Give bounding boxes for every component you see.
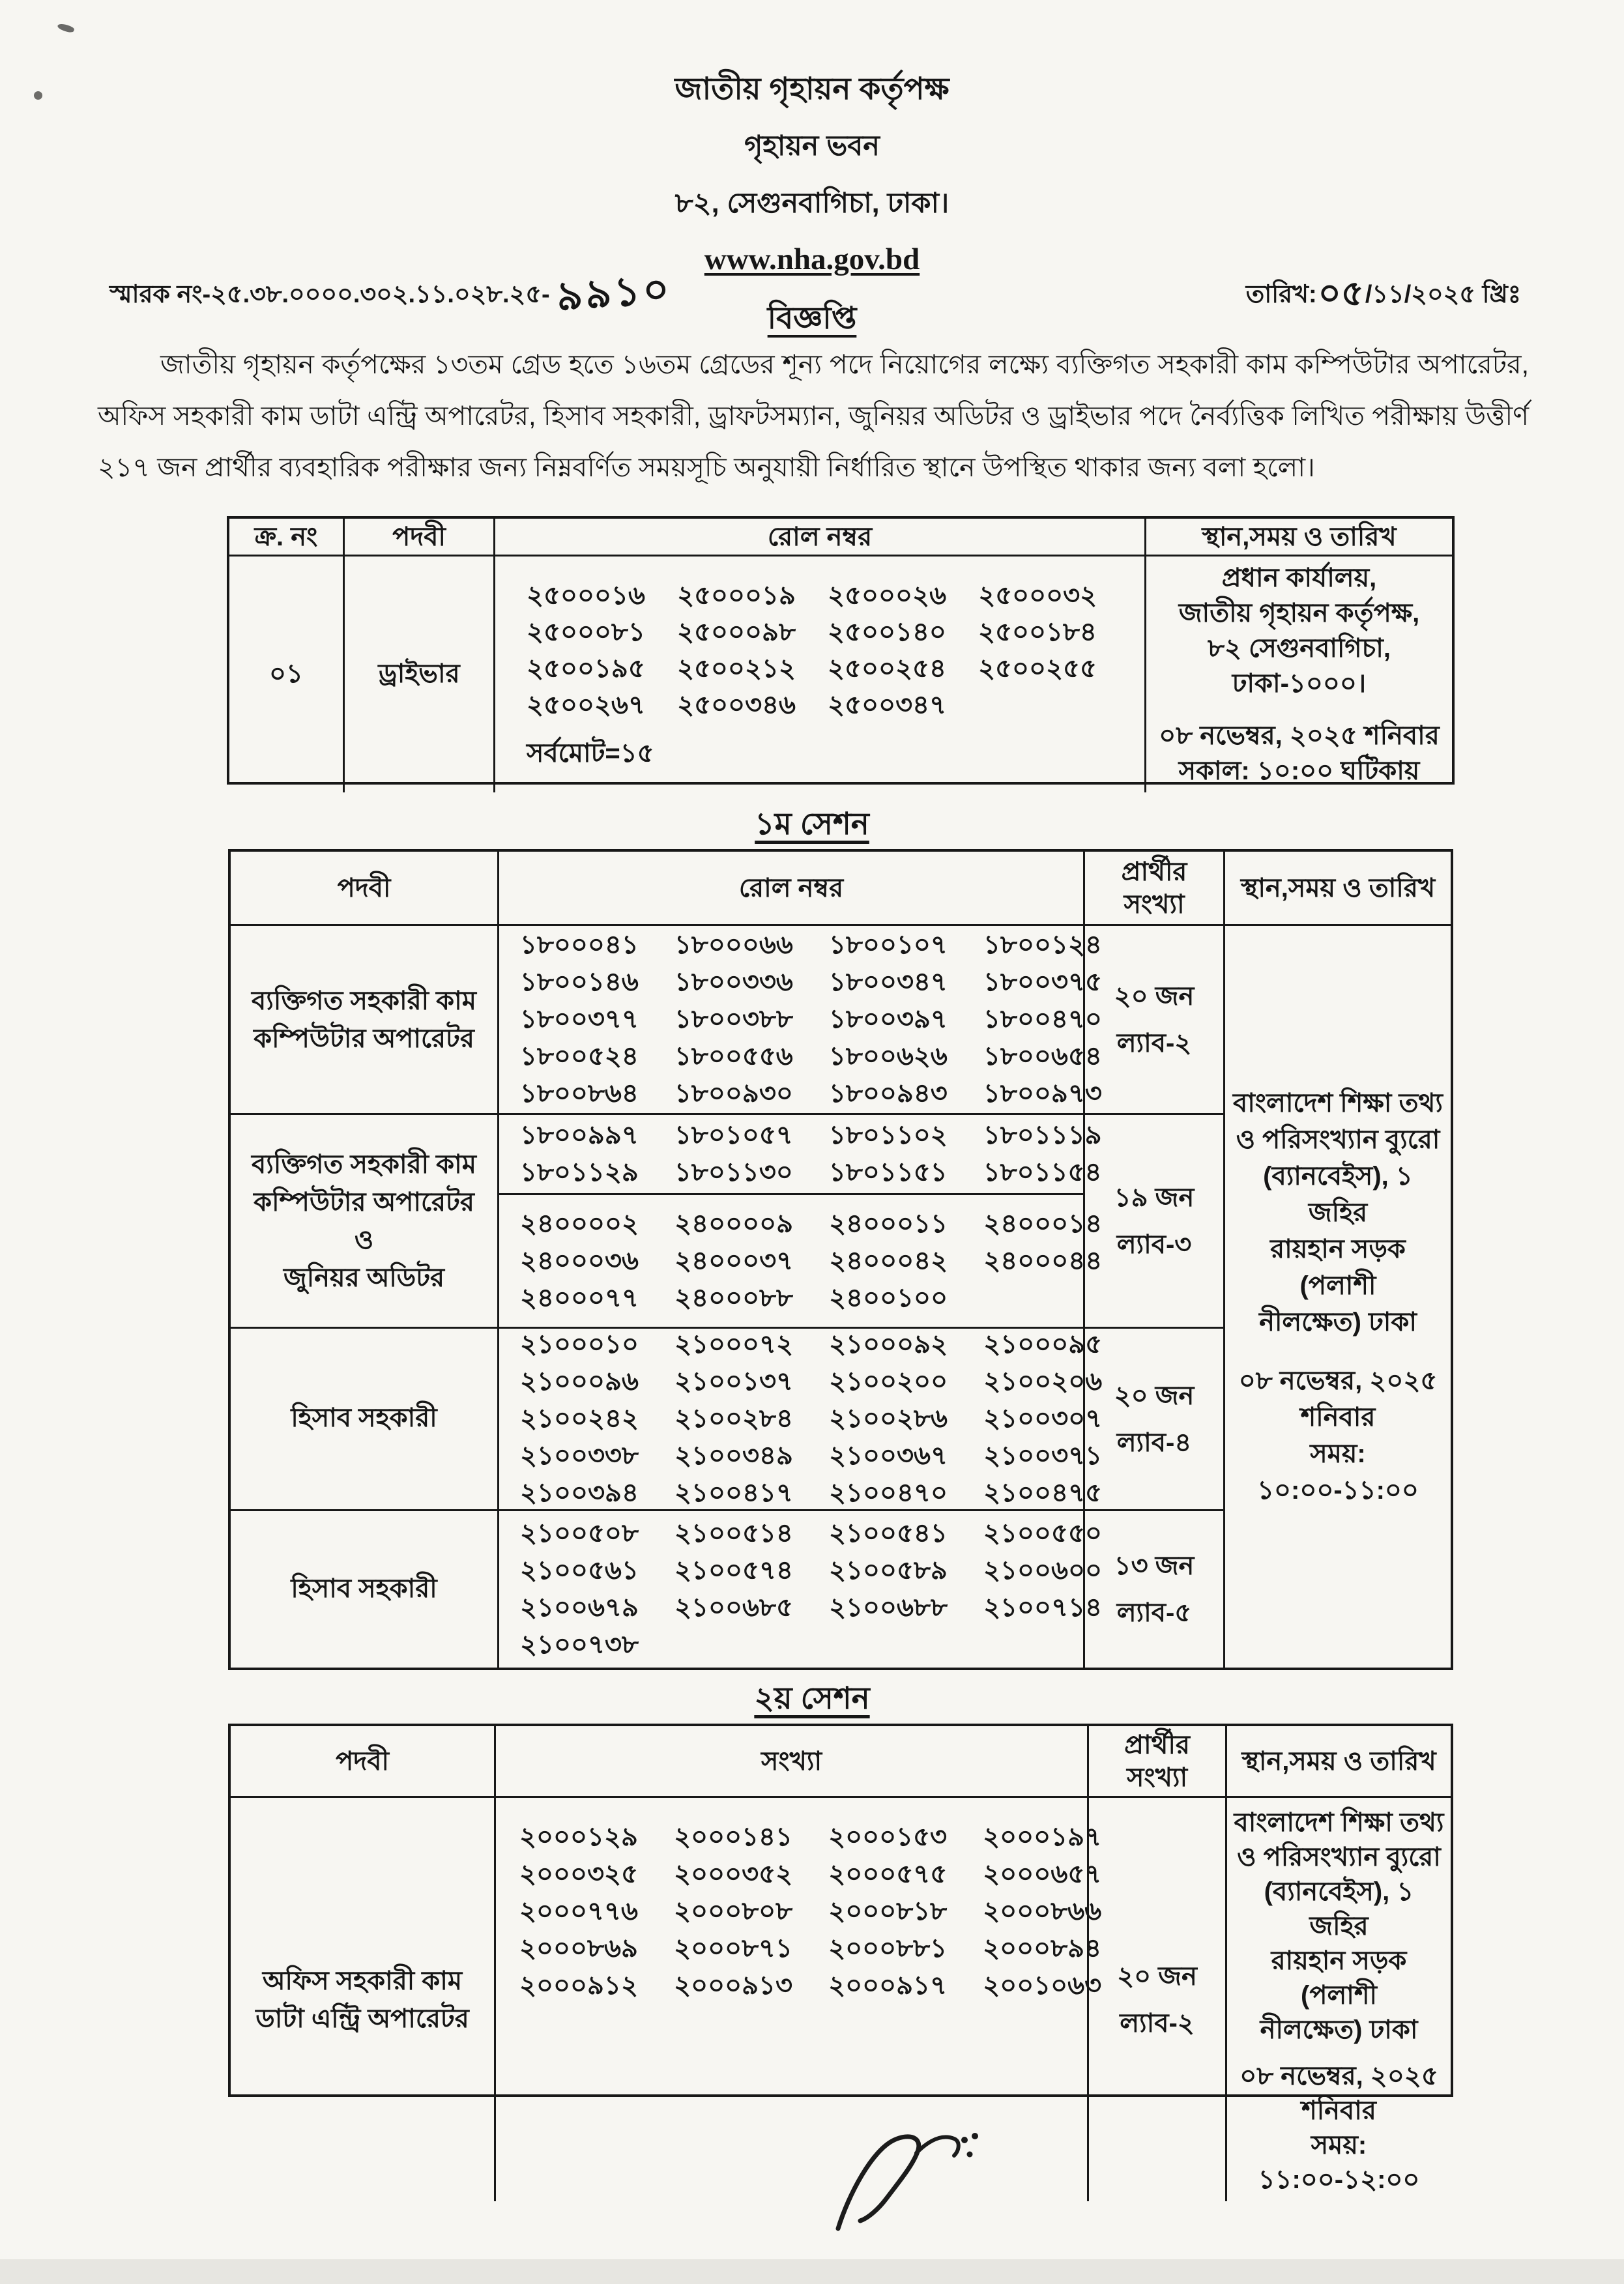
designation-lines: ব্যক্তিগত সহকারী কাম কম্পিউটার অপারেটর (252, 986, 476, 1053)
roll-number-lines: ১৮০০০৪১ ১৮০০০৬৬ ১৮০০১০৭ ১৮০০১২৪ ১৮০০১৪৬ ১৮০০৩৩৬ ১৮০০৩৪৭ ১৮০০৩৭৫ ১৮০০৩৭৭ ১৮০০৩৮৮ ১৮০০৩৯৭ ১৮০০৪৭০ ১৮০০৫২৪ ১৮০০৫৫৬ ১৮০০৬২৬ ১৮০০৬৫৪ ১৮০০৮৬৪ ১৮০০৯৩০ ১৮০০৯৪৩ ১৮০০৯৭৩ (520, 931, 1102, 1108)
designation-lines: ব্যক্তিগত সহকারী কাম কম্পিউটার অপারেটর ও জুনিয়র অডিটর (252, 1149, 476, 1292)
date-day-handwritten: ০৫ (1318, 274, 1364, 313)
roll-numbers-cell-b (499, 1195, 1103, 1329)
serial-cell: ০১ (229, 557, 345, 792)
count-lines: ২০ জন ল্যাব-২ (1117, 1961, 1197, 2038)
venue-cell (1225, 926, 1451, 1668)
roll-number-lines: ২০০০১২৯ ২০০০১৪১ ২০০০১৫৩ ২০০০১৯৭ ২০০০৩২৫ ২০০০৩৫২ ২০০০৫৭৫ ২০০০৬৫৭ ২০০০৭৭৬ ২০০০৮০৮ ২০০০৮১৮ ২০০০৮৬৬ ২০০০৮৬৯ ২০০০৮৭১ ২০০০৮৮১ ২০০০৮৯৪ ২০০০৯১২ ২০০০৯১৩ ২০০০৯১৭ ২০০১০৬৩ (519, 1823, 1102, 2000)
venue-address: প্রধান কার্যালয়, জাতীয় গৃহায়ন কর্তৃপক্ষ, ৮২ সেগুনবাগিচা, ঢাকা-১০০০। (1178, 564, 1420, 698)
designation-cell: হিসাব সহকারী (231, 1511, 499, 1668)
col-header-designation: পদবী (231, 852, 499, 926)
roll-number-lines: ২৪০০০০২ ২৪০০০০৯ ২৪০০০১১ ২৪০০০১৪ ২৪০০০৩৬ ২৪০০০৩৭ ২৪০০০৪২ ২৪০০০৪৪ ২৪০০০৭৭ ২৪০০০৮৮ ২৪০০১০০ (520, 1209, 1103, 1312)
memo-number-handwritten: ৯৯১০ (555, 266, 673, 320)
org-address: ৮২, সেগুনবাগিচা, ঢাকা। (674, 188, 950, 219)
venue-cell (1146, 557, 1452, 792)
col-header-roll: রোল নম্বর (499, 852, 1085, 926)
count-lines: ১৩ জন ল্যাব-৫ (1114, 1552, 1195, 1627)
memo-prefix: স্মারক নং-২৫.৩৮.০০০০.৩০২.১১.০২৮.২৫- (109, 281, 550, 308)
count-lines: ২০ জন ল্যাব-৪ (1114, 1381, 1195, 1457)
scan-bottom-edge (0, 2259, 1624, 2284)
date-rest: /১১/২০২৫ খ্রিঃ (1365, 281, 1521, 308)
candidate-count-cell (1085, 1511, 1225, 1668)
scan-artifact (57, 22, 75, 34)
session2-heading: ২য় সেশন (754, 1681, 870, 1715)
roll-number-lines: ১৮০০৯৯৭ ১৮০১০৫৭ ১৮০১১০২ ১৮০১১১৯ ১৮০১১২৯ ১৮০১১৩০ ১৮০১১৫১ ১৮০১১৫৪ (520, 1121, 1102, 1187)
roll-numbers-cell-a (499, 1115, 1102, 1195)
session1-heading: ১ম সেশন (755, 806, 869, 841)
count-lines: ২০ জন ল্যাব-২ (1114, 981, 1195, 1058)
intro-paragraph: জাতীয় গৃহায়ন কর্তৃপক্ষের ১৩তম গ্রেড হতে ১৬তম গ্রেডের শূন্য পদে নিয়োগের লক্ষ্যে ব্যক্তিগত সহকারী কাম কম্পিউটার অপারেটর, অফিস সহকারী কাম ডাটা এন্ট্রি অপারেটর, হিসাব সহকারী, ড্রাফটসম্যান, জুনিয়র অডিটর ও ড্রাইভার পদে নৈর্ব্যত্তিক লিখিত পরীক্ষায় উত্তীর্ণ ২১৭ জন প্রার্থীর ব্যবহারিক পরীক্ষার জন্য নিম্নবর্ণিত সময়সূচি অনুযায়ী নির্ধারিত স্থানে উপস্থিত থাকার জন্য বলা হলো। (98, 349, 1529, 482)
roll-numbers-cell (499, 1329, 1103, 1511)
venue-address: বাংলাদেশ শিক্ষা তথ্য ও পরিসংখ্যান ব্যুরো (ব্যানবেইস), ১ জহির রায়হান সড়ক (পলাশী নীলক্ষেত) ঢাকা (1232, 1089, 1443, 1337)
roll-total: সর্বমোট=১৫ (527, 739, 654, 768)
col-header-designation: পদবী (345, 519, 495, 557)
designation-cell: হিসাব সহকারী (231, 1329, 499, 1511)
roll-numbers-cell (495, 557, 1146, 792)
venue-schedule: ০৮ নভেম্বর, ২০২৫ শনিবার সময়: ১১:০০-১২:০০ (1240, 2062, 1438, 2194)
col-header-roll: সংখ্যা (496, 1726, 1089, 1798)
col-header-count: প্রার্থীর সংখ্যা (1085, 852, 1225, 926)
org-name: জাতীয় গৃহায়ন কর্তৃপক্ষ (674, 71, 950, 106)
signature-scribble (826, 2123, 1015, 2237)
session2-table (228, 1724, 1453, 2194)
roll-number-lines: ২৫০০০১৬ ২৫০০০১৯ ২৫০০০২৬ ২৫০০০৩২ ২৫০০০৮১ ২৫০০০৯৮ ২৫০০১৪০ ২৫০০১৮৪ ২৫০০১৯৫ ২৫০০২১২ ২৫০০২৫৪ ২৫০০২৫৫ ২৫০০২৬৭ ২৫০০৩৪৬ ২৫০০৩৪৭ (527, 581, 1097, 719)
col-header-designation: পদবী (231, 1726, 496, 1798)
roll-number-lines: ২১০০০১০ ২১০০০৭২ ২১০০০৯২ ২১০০০৯৫ ২১০০০৯৬ ২১০০১৩৭ ২১০০২০০ ২১০০২০৬ ২১০০২৪২ ২১০০২৮৪ ২১০০২৮৬ ২১০০৩০৭ ২১০০৩৩৮ ২১০০৩৪৯ ২১০০৩৬৭ ২১০০৩৭১ ২১০০৩৯৪ ২১০০৪১৭ ২১০০৪৭০ ২১০০৪৭৫ (520, 1330, 1103, 1507)
building-name: গৃহায়ন ভবন (744, 130, 880, 162)
candidate-count-cell (1085, 1329, 1225, 1511)
driver-schedule-table (227, 516, 1455, 785)
letterhead (0, 60, 1624, 287)
col-header-count: প্রার্থীর সংখ্যা (1089, 1726, 1227, 1798)
col-header-serial: ক্র. নং (229, 519, 345, 557)
designation-cell (231, 1115, 499, 1329)
roll-numbers-cell (499, 926, 1102, 1115)
roll-number-lines: ২১০০৫০৮ ২১০০৫১৪ ২১০০৫৪১ ২১০০৫৫০ ২১০০৫৬১ ২১০০৫৭৪ ২১০০৫৮৯ ২১০০৬০০ ২১০০৬৭৯ ২১০০৬৮৫ ২১০০৬৮৮ ২১০০৭১৪ ২১০০৭৩৮ (520, 1519, 1102, 1659)
roll-numbers-cell (499, 1511, 1102, 1668)
col-header-roll: রোল নম্বর (495, 519, 1146, 557)
session1-table (228, 849, 1453, 1670)
designation-cell (231, 1798, 496, 2201)
website-text: www.nha.gov.bd (704, 242, 920, 276)
candidate-count-cell (1089, 1798, 1227, 2201)
venue-address: বাংলাদেশ শিক্ষা তথ্য ও পরিসংখ্যান ব্যুরো (ব্যানবেইস), ১ জহির রায়হান সড়ক (পলাশী নীলক্ষেত) ঢাকা (1234, 1808, 1444, 2044)
candidate-count-cell (1085, 1115, 1225, 1329)
notice-title: বিজ্ঞপ্তি (767, 300, 857, 335)
candidate-count-cell (1085, 926, 1225, 1115)
count-lines: ১৯ জন ল্যাব-৩ (1114, 1183, 1195, 1259)
col-header-venue: স্থান,সময় ও তারিখ (1146, 519, 1452, 557)
col-header-venue: স্থান,সময় ও তারিখ (1227, 1726, 1451, 1798)
designation-lines: অফিস সহকারী কাম ডাটা এন্ট্রি অপারেটর (255, 1966, 469, 2033)
venue-schedule: ০৮ নভেম্বর, ২০২৫ শনিবার সকাল: ১০:০০ ঘটিকায় (1159, 721, 1440, 785)
col-header-venue: স্থান,সময় ও তারিখ (1225, 852, 1451, 926)
designation-cell: ড্রাইভার (345, 557, 495, 792)
venue-cell (1227, 1798, 1451, 2201)
designation-cell (231, 926, 499, 1115)
venue-schedule: ০৮ নভেম্বর, ২০২৫ শনিবার সময়: ১০:০০-১১:০০ (1238, 1366, 1438, 1505)
date-label: তারিখ: (1245, 281, 1317, 308)
